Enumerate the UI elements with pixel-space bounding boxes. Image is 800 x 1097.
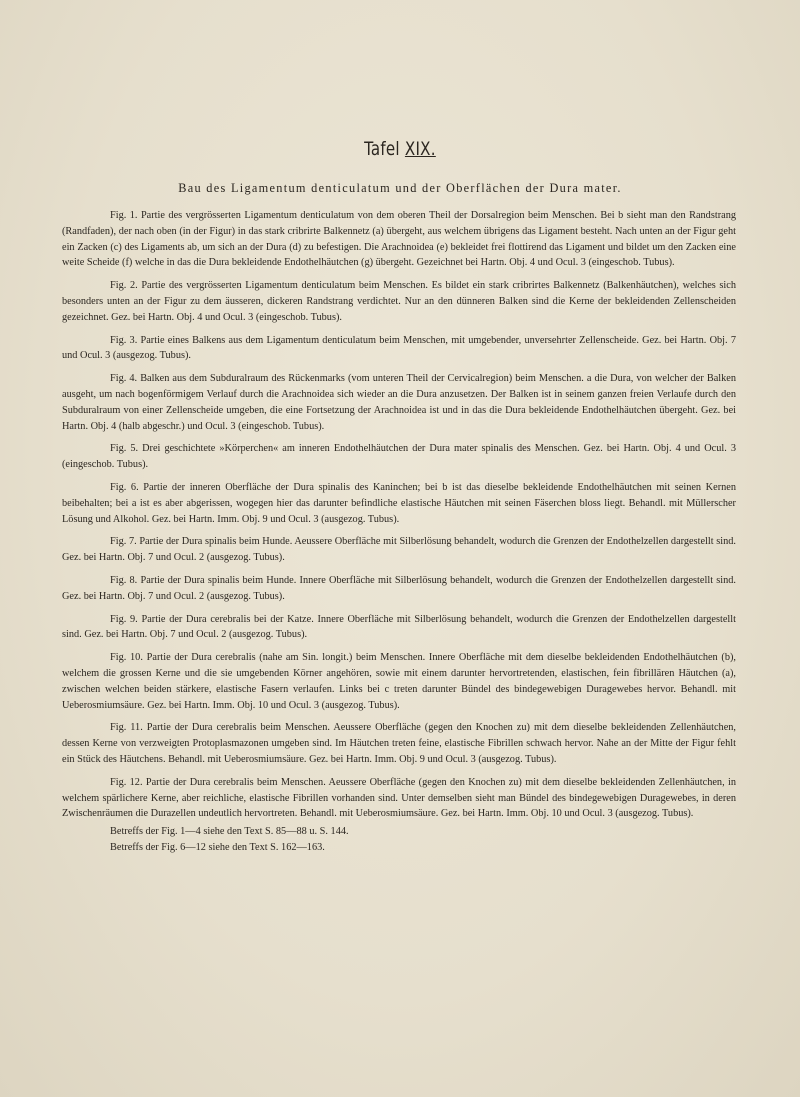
plate-title-prefix: Tafel [364,138,400,160]
caption-label: Fig. 5. [110,443,139,455]
caption-label: Fig. 8. [110,574,138,586]
caption-label: Fig. 9. [110,613,138,625]
caption-fig-4 [62,371,736,434]
caption-label: Fig. 10. [110,652,143,664]
caption-label: Fig. 6. [110,481,139,493]
caption-fig-5 [62,441,736,473]
caption-label: Fig. 4. [110,373,138,385]
caption-fig-1 [62,208,736,271]
caption-fig-9 [62,612,736,644]
caption-label: Fig. 1. [110,210,138,221]
text-reference: Betreffs der Fig. 6—12 siehe den Text S. 162—163. [110,841,325,853]
caption-fig-2 [62,278,736,325]
plate-title-numeral: XIX. [404,138,436,160]
plate-subtitle: Bau des Ligamentum denticulatum und der Oberflächen der Dura mater. [178,181,622,195]
caption-label: Fig. 7. [110,536,137,548]
caption-text: Drei geschichtete »Körperchen« am inneren Endothelhäutchen der Dura mater spinalis des Menschen. Gez. bei Hartn. Obj. 4 und Ocul. 3 (eingeschob. Tubus). [62,443,737,471]
figure-captions [62,208,736,856]
text-reference: Betreffs der Fig. 1—4 siehe den Text S. 85—88 u. S. 144. [110,826,349,838]
caption-label: Fig. 11. [110,722,143,734]
caption-text: Partie eines Balkens aus dem Ligamentum denticulatum beim Menschen, mit umgebender, unversehrter Zellenscheide. Gez. bei Hartn. Obj. 7 und Ocul. 3 (ausgezog. Tubus). [62,334,736,362]
caption-label: Fig. 3. [110,334,138,346]
caption-fig-8 [62,573,736,605]
caption-text: Partie der Dura spinalis beim Hunde. Aeussere Oberfläche mit Silberlösung behandelt, wodurch die Grenzen der Endothelzellen dargestellt sind. Gez. bei Hartn. Obj. 7 und Ocul. 2 (ausgezog. Tubus). [62,536,736,564]
caption-fig-12 [62,775,736,822]
caption-text: Balken aus dem Subduralraum des Rückenmarks (vom unteren Theil der Cervicalregion) beim Menschen. a die Dura, von welcher der Balken ausgeht, um nach bogenförmigem Verlauf durch die Arachnoidea sich wieder an die Dura anzusetzen. Der Balken ist in seinem ganzen freien Verlaufe durch den Subduralraum von einer Zellenscheide umgeben, die eine Fortsetzung der Arachnoidea ist und in das die Dura bekleidende Endothelhäutchen übergeht. Gez. bei Hartn. Obj. 4 (halb abgeschr.) und Ocul. 3 (eingeschob. Tubus). [62,373,736,432]
caption-text: Partie der Dura cerebralis beim Menschen. Aeussere Oberfläche (gegen den Knochen zu) mit dem dieselbe bekleidenden Zellenhäutchen, in welchem spärlichere Kerne, aber reichliche, elastische Fibrillen vorhanden sind. Unter demselben sieht man Bündel des bindegewebigen Duragewebes, in deren Zwischenräumen die Durazellen undeutlich hervortreten. Behandl. mit Ueberosmiumsäure. Gez. bei Hartn. Imm. Obj. 10 und Ocul. 3 (ausgezog. Tubus). [62,776,736,820]
caption-text: Partie der Dura cerebralis bei der Katze. Innere Oberfläche mit Silberlösung behandelt, wodurch die Grenzen der Endothelzellen dargestellt sind. Gez. bei Hartn. Obj. 7 und Ocul. 2 (ausgezog. Tubus). [62,613,737,641]
caption-text: Partie der Dura cerebralis (nahe am Sin. longit.) beim Menschen. Innere Oberfläche mit dem dieselbe bekleidenden Endothelhäutchen (b), welchem die grossen Kerne und die sie umgebenden Körner angehören, sowie mit einem darunter hervortretenden, elastischen, fein fibrillären Häutchen (a), zwischen welchen beiden stärkere, elastische Fasern verlaufen. Links bei c treten darunter Bündel des bindegewebigen Duragewebes hervor. Behandl. mit Ueberosmiumsäure. Gez. bei Hartn. Imm. Obj. 10 und Ocul. 3 (ausgezog. Tubus). [62,652,736,711]
caption-label: Fig. 2. [110,280,138,292]
caption-label: Fig. 12. [110,776,143,788]
caption-fig-10 [62,650,736,713]
caption-text: Partie der inneren Oberfläche der Dura spinalis des Kaninchen; bei b ist das dieselbe bekleidende Endothelhäutchen mit seinen Kernen beibehalten; bei a ist es aber abgerissen, wogegen hier das darunter befindliche elastische Häutchen mit seinen Fäserchen bloss liegt. Behandl. mit Müllerscher Lösung und Alkohol. Gez. bei Hartn. Imm. Obj. 9 und Ocul. 3 (ausgezog. Tubus). [62,481,736,525]
caption-fig-3 [62,333,736,365]
plate-title [48,138,752,160]
caption-text: Partie des vergrösserten Ligamentum denticulatum beim Menschen. Es bildet ein stark cribrirtes Balkennetz (Balkenhäutchen), welches sich besonders unten an der Figur zu dem äusseren, dickeren Randstrang verdichtet. Nur an den dünneren Balken sind die Kerne der bekleidenden Zellenscheiden gezeichnet. Gez. bei Hartn. Obj. 4 und Ocul. 3 (eingeschob. Tubus). [62,280,737,323]
caption-text: Partie des vergrösserten Ligamentum denticulatum von dem oberen Theil der Dorsalregion beim Menschen. Bei b sieht man den Randstrang (Randfaden), der nach oben (in der Figur) in das stark cribrirte Balkennetz (a) übergeht, aus welchem übrigens das Ligament besteht. Nach unten an der Figur geht ein Zacken (c) des Ligaments ab, um sich an der Dura (d) zu befestigen. Die Arachnoidea (e) bekleidet frei flottirend das Ligament und bildet um den Zacken eine weite Scheide (f) welche in das die Dura bekleidende Endothelhäutchen (g) übergeht. Gezeichnet bei Hartn. Obj. 4 und Ocul. 3 (eingeschob. Tubus). [62,210,736,269]
caption-text: Partie der Dura cerebralis beim Menschen. Aeussere Oberfläche (gegen den Knochen zu) mit dem dieselbe bekleidenden Zellenhäutchen, dessen Kerne von verzweigten Protoplasmazonen umgeben sind. Im Häutchen treten feine, elastische Fibrillen schwach hervor. Nahe an der Mitte der Figur fehlt ein Stück des Häutchens. Behandl. mit Ueberosmiumsäure. Gez. bei Hartn. Imm. Obj. 9 und Ocul. 3 (ausgezog. Tubus). [62,722,737,765]
caption-fig-6 [62,480,736,527]
caption-text: Partie der Dura spinalis beim Hunde. Innere Oberfläche mit Silberlösung behandelt, wodurch die Grenzen der Endothelzellen dargestellt sind. Gez. bei Hartn. Obj. 7 und Ocul. 2 (ausgezog. Tubus). [62,574,737,602]
caption-fig-11 [62,720,736,767]
caption-fig-7 [62,534,736,566]
